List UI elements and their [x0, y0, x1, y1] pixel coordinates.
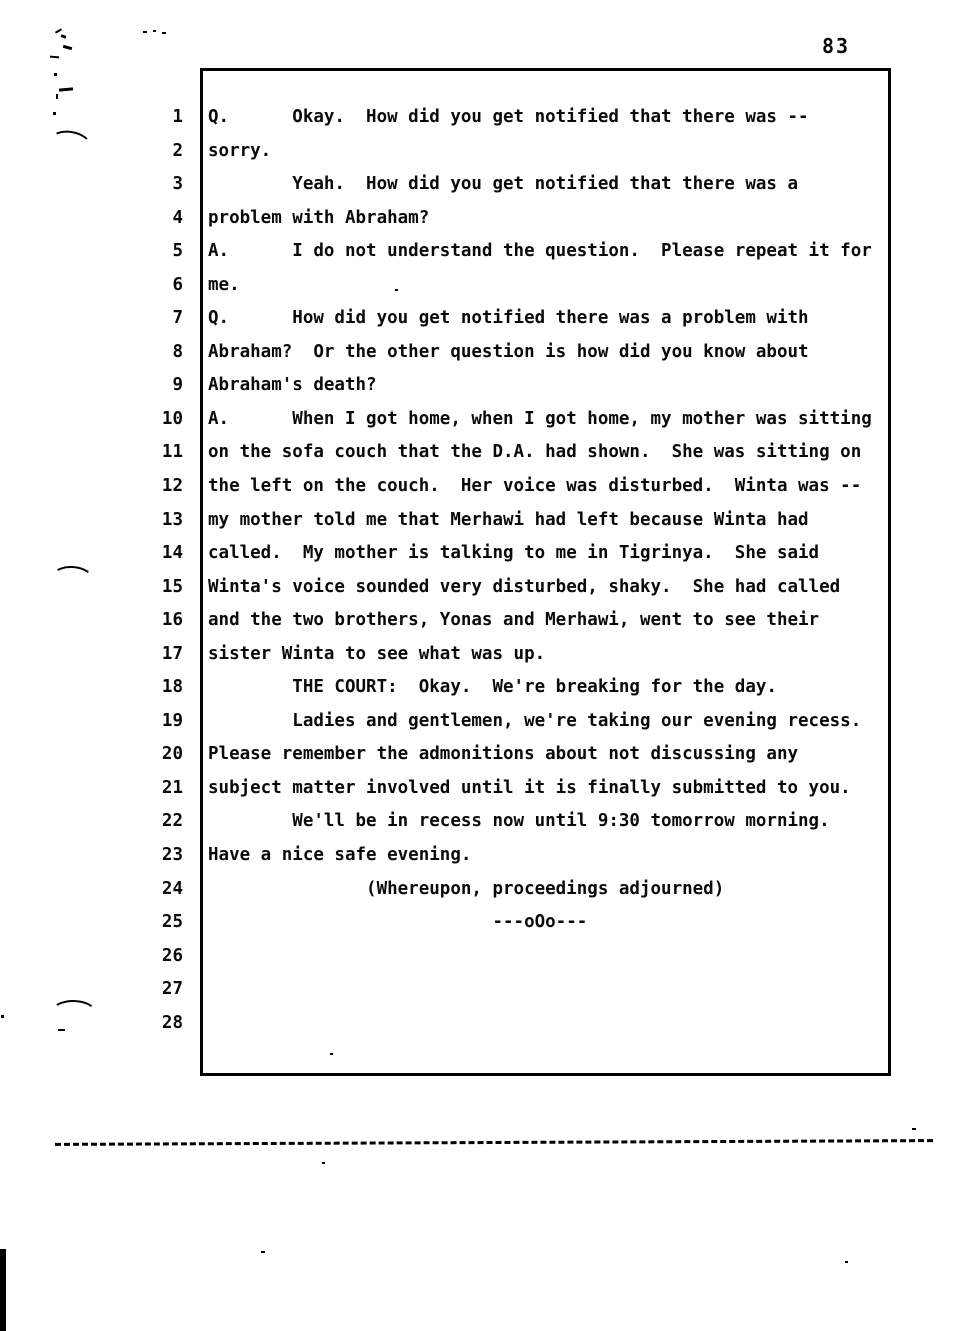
transcript-line — [0, 202, 969, 236]
transcript-line — [0, 101, 969, 135]
transcript-line — [0, 671, 969, 705]
line-number: 14 — [161, 543, 183, 564]
transcript-line — [0, 302, 969, 336]
scan-speck — [845, 1261, 848, 1263]
scan-speck — [61, 34, 67, 39]
line-text: called. My mother is talking to me in Tigrinya. She said — [208, 543, 820, 564]
transcript-line — [0, 470, 969, 504]
line-number: 8 — [172, 341, 183, 362]
line-text: A. When I got home, when I got home, my mother was sitting — [208, 408, 872, 429]
line-number: 2 — [172, 140, 183, 161]
scan-speck — [395, 289, 398, 291]
line-number: 23 — [161, 845, 183, 866]
line-text: my mother told me that Merhawi had left because Winta had — [208, 509, 809, 530]
binding-mark — [0, 1249, 6, 1331]
line-number: 7 — [172, 308, 183, 329]
transcript-line — [0, 873, 969, 907]
scan-speck — [56, 94, 58, 99]
line-text: Yeah. How did you get notified that there was a — [208, 174, 799, 195]
scan-speck — [143, 31, 147, 33]
scan-speck — [58, 1029, 65, 1031]
line-number: 9 — [172, 375, 183, 396]
line-text: Abraham? Or the other question is how did you know about — [208, 341, 809, 362]
scan-speck — [1, 1015, 4, 1018]
line-number: 18 — [161, 677, 183, 698]
page-number: 83 — [822, 34, 851, 58]
line-text: problem with Abraham? — [208, 207, 430, 228]
transcript-line — [0, 403, 969, 437]
line-number: 6 — [172, 274, 183, 295]
footer-dashed-divider — [55, 1139, 933, 1146]
line-text: We'll be in recess now until 9:30 tomorrow morning. — [208, 811, 830, 832]
line-number: 10 — [161, 408, 183, 429]
transcript-line — [0, 973, 969, 1007]
scan-speck — [63, 45, 72, 50]
line-text: Winta's voice sounded very disturbed, shaky. She had called — [208, 576, 841, 597]
scan-speck — [261, 1251, 265, 1253]
transcript-rows — [0, 101, 969, 1040]
line-text: me. — [208, 274, 240, 295]
line-text: on the sofa couch that the D.A. had shown. She was sitting on — [208, 442, 862, 463]
line-number: 27 — [161, 979, 183, 1000]
line-number: 21 — [161, 777, 183, 798]
transcript-line — [0, 269, 969, 303]
transcript-line — [0, 504, 969, 538]
transcript-line — [0, 772, 969, 806]
line-text: Ladies and gentlemen, we're taking our evening recess. — [208, 710, 862, 731]
transcript-line — [0, 940, 969, 974]
transcript-line — [0, 537, 969, 571]
line-text: Have a nice safe evening. — [208, 845, 472, 866]
transcript-line — [0, 839, 969, 873]
line-text: sister Winta to see what was up. — [208, 643, 546, 664]
transcript-line — [0, 168, 969, 202]
line-number: 4 — [172, 207, 183, 228]
transcript-line — [0, 604, 969, 638]
transcript-line — [0, 571, 969, 605]
transcript-line — [0, 436, 969, 470]
line-text: Q. How did you get notified there was a problem with — [208, 308, 809, 329]
line-text: THE COURT: Okay. We're breaking for the day. — [208, 677, 777, 698]
transcript-line — [0, 805, 969, 839]
line-number: 12 — [161, 476, 183, 497]
line-text: A. I do not understand the question. Please repeat it for — [208, 241, 872, 262]
transcript-line — [0, 1007, 969, 1041]
transcript-line — [0, 135, 969, 169]
line-number: 22 — [161, 811, 183, 832]
transcript-line — [0, 336, 969, 370]
line-number: 15 — [161, 576, 183, 597]
line-text: and the two brothers, Yonas and Merhawi, went to see their — [208, 610, 820, 631]
line-number: 26 — [161, 945, 183, 966]
scan-speck — [50, 56, 59, 59]
line-text: (Whereupon, proceedings adjourned) — [208, 878, 725, 899]
scan-speck — [53, 112, 56, 115]
line-number: 17 — [161, 643, 183, 664]
line-text: ---oOo--- — [208, 912, 588, 933]
scan-speck — [153, 30, 156, 32]
transcript-line — [0, 906, 969, 940]
scan-speck — [55, 28, 62, 33]
line-text: Abraham's death? — [208, 375, 377, 396]
line-number: 3 — [172, 174, 183, 195]
line-number: 1 — [172, 107, 183, 127]
scan-speck — [54, 73, 57, 76]
line-number: 11 — [161, 442, 183, 463]
line-number: 20 — [161, 744, 183, 765]
line-number: 28 — [161, 1012, 183, 1033]
line-number: 24 — [161, 878, 183, 899]
line-text: sorry. — [208, 140, 272, 161]
line-number: 25 — [161, 912, 183, 933]
scan-speck — [330, 1053, 333, 1055]
scan-speck — [162, 32, 166, 34]
line-number: 5 — [172, 241, 183, 262]
scan-speck — [912, 1128, 916, 1130]
line-text: the left on the couch. Her voice was disturbed. Winta was -- — [208, 476, 862, 497]
line-text: Please remember the admonitions about not discussing any — [208, 744, 799, 765]
transcript-line — [0, 235, 969, 269]
line-text: subject matter involved until it is finally submitted to you. — [208, 777, 851, 798]
scan-speck — [59, 87, 73, 91]
transcript-line — [0, 369, 969, 403]
line-number: 16 — [161, 610, 183, 631]
line-number: 19 — [161, 710, 183, 731]
transcript-line — [0, 638, 969, 672]
line-number: 13 — [161, 509, 183, 530]
transcript-line — [0, 738, 969, 772]
transcript-line — [0, 705, 969, 739]
scan-speck — [322, 1162, 325, 1164]
line-text: Q. Okay. How did you get notified that there was -- — [208, 107, 809, 127]
